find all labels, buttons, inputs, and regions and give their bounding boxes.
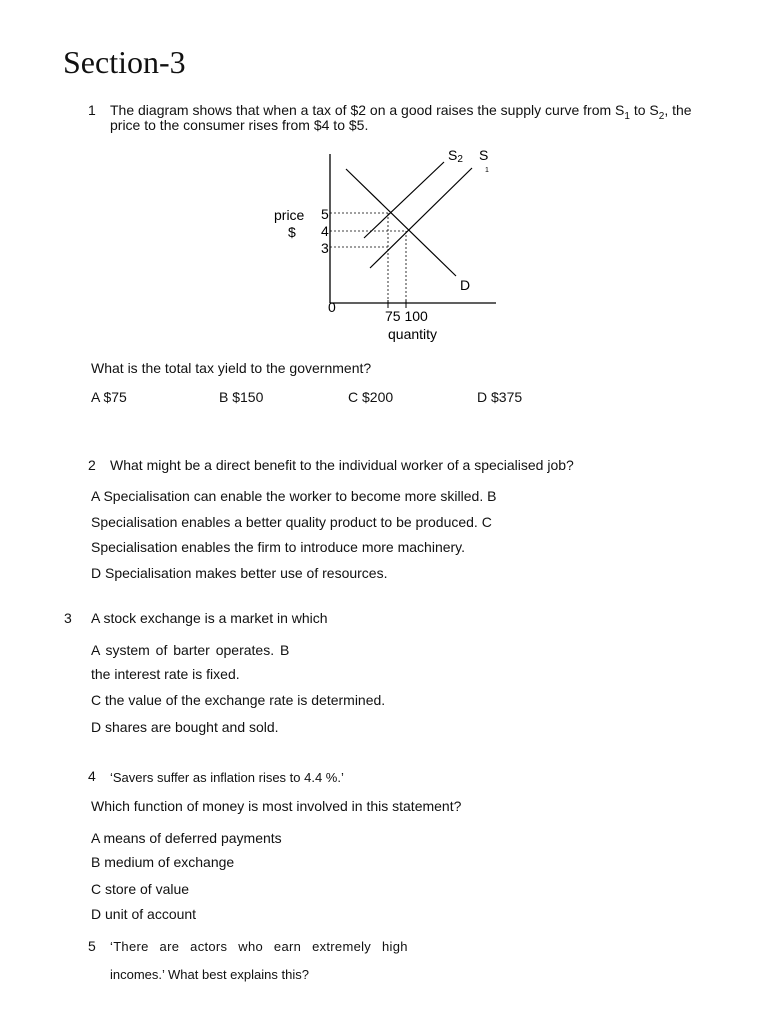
y-axis-label-price: price — [274, 207, 305, 223]
q3-number: 3 — [64, 610, 72, 626]
q1-question: What is the total tax yield to the government? — [91, 360, 372, 376]
q2-question: What might be a direct benefit to the individual worker of a specialised job? — [110, 457, 574, 473]
q4-number: 4 — [88, 768, 96, 784]
q4-option-c: C store of value — [91, 881, 190, 897]
tick-label-4: 4 — [321, 223, 329, 239]
q1-stem-text-a: The diagram shows that when a tax of $2 on a good raises the supply curve from S — [110, 102, 625, 118]
y-axis-label-dollar: $ — [288, 224, 296, 240]
q3-line-2: the interest rate is fixed. — [91, 666, 240, 682]
q2-line-2: Specialisation enables a better quality product to be produced. C — [91, 514, 492, 530]
tick-label-5: 5 — [321, 206, 329, 222]
label-s1: S — [479, 147, 489, 163]
q5-line-2: incomes.’ What best explains this? — [110, 967, 309, 982]
q1-stem-text-b: to S — [629, 102, 659, 118]
q1-stem-text-c: , the — [664, 102, 692, 118]
q1-option-a: A $75 — [91, 389, 127, 405]
q5-number: 5 — [88, 938, 96, 954]
q3-question: A stock exchange is a market in which — [91, 610, 328, 626]
q1-stem-sub1: 1 — [624, 110, 630, 122]
q2-line-4: D Specialisation makes better use of resources. — [91, 565, 388, 581]
q5-line-1: ‘There are actors who earn extremely high — [110, 939, 408, 954]
q2-number: 2 — [88, 457, 96, 473]
section-title: Section-3 — [63, 44, 186, 80]
q4-quote: ‘Savers suffer as inflation rises to 4.4 %.’ — [110, 770, 344, 785]
x-axis-label: quantity — [388, 326, 438, 342]
q4-option-b: B medium of exchange — [91, 854, 235, 870]
q3-line-3: C the value of the exchange rate is determined. — [91, 692, 386, 708]
q1-option-b: B $150 — [219, 389, 264, 405]
q3-line-1: A system of barter operates. B — [91, 642, 290, 658]
q1-number: 1 — [88, 102, 96, 118]
q1-option-d: D $375 — [477, 389, 523, 405]
demand-curve — [346, 169, 456, 276]
q4-option-d: D unit of account — [91, 906, 197, 922]
label-d: D — [460, 277, 471, 293]
supply-demand-diagram — [260, 140, 520, 350]
origin-label: 0 — [328, 299, 336, 315]
label-s1-sub: 1 — [485, 167, 489, 174]
x-tick-labels: 75 100 — [385, 308, 428, 324]
tick-label-3: 3 — [321, 240, 329, 256]
q1-option-c: C $200 — [348, 389, 394, 405]
q2-line-3: Specialisation enables the firm to introduce more machinery. — [91, 539, 466, 555]
q4-question: Which function of money is most involved in this statement? — [91, 798, 462, 814]
label-s2: S2 — [448, 147, 463, 165]
q2-line-1: A Specialisation can enable the worker to become more skilled. B — [91, 488, 497, 504]
q1-stem-sub2: 2 — [658, 110, 665, 122]
supply-curve-s2 — [364, 162, 444, 238]
q1-stem-line2: price to the consumer rises from $4 to $5. — [110, 117, 369, 133]
q3-line-4: D shares are bought and sold. — [91, 719, 279, 735]
q4-option-a: A means of deferred payments — [91, 830, 282, 846]
